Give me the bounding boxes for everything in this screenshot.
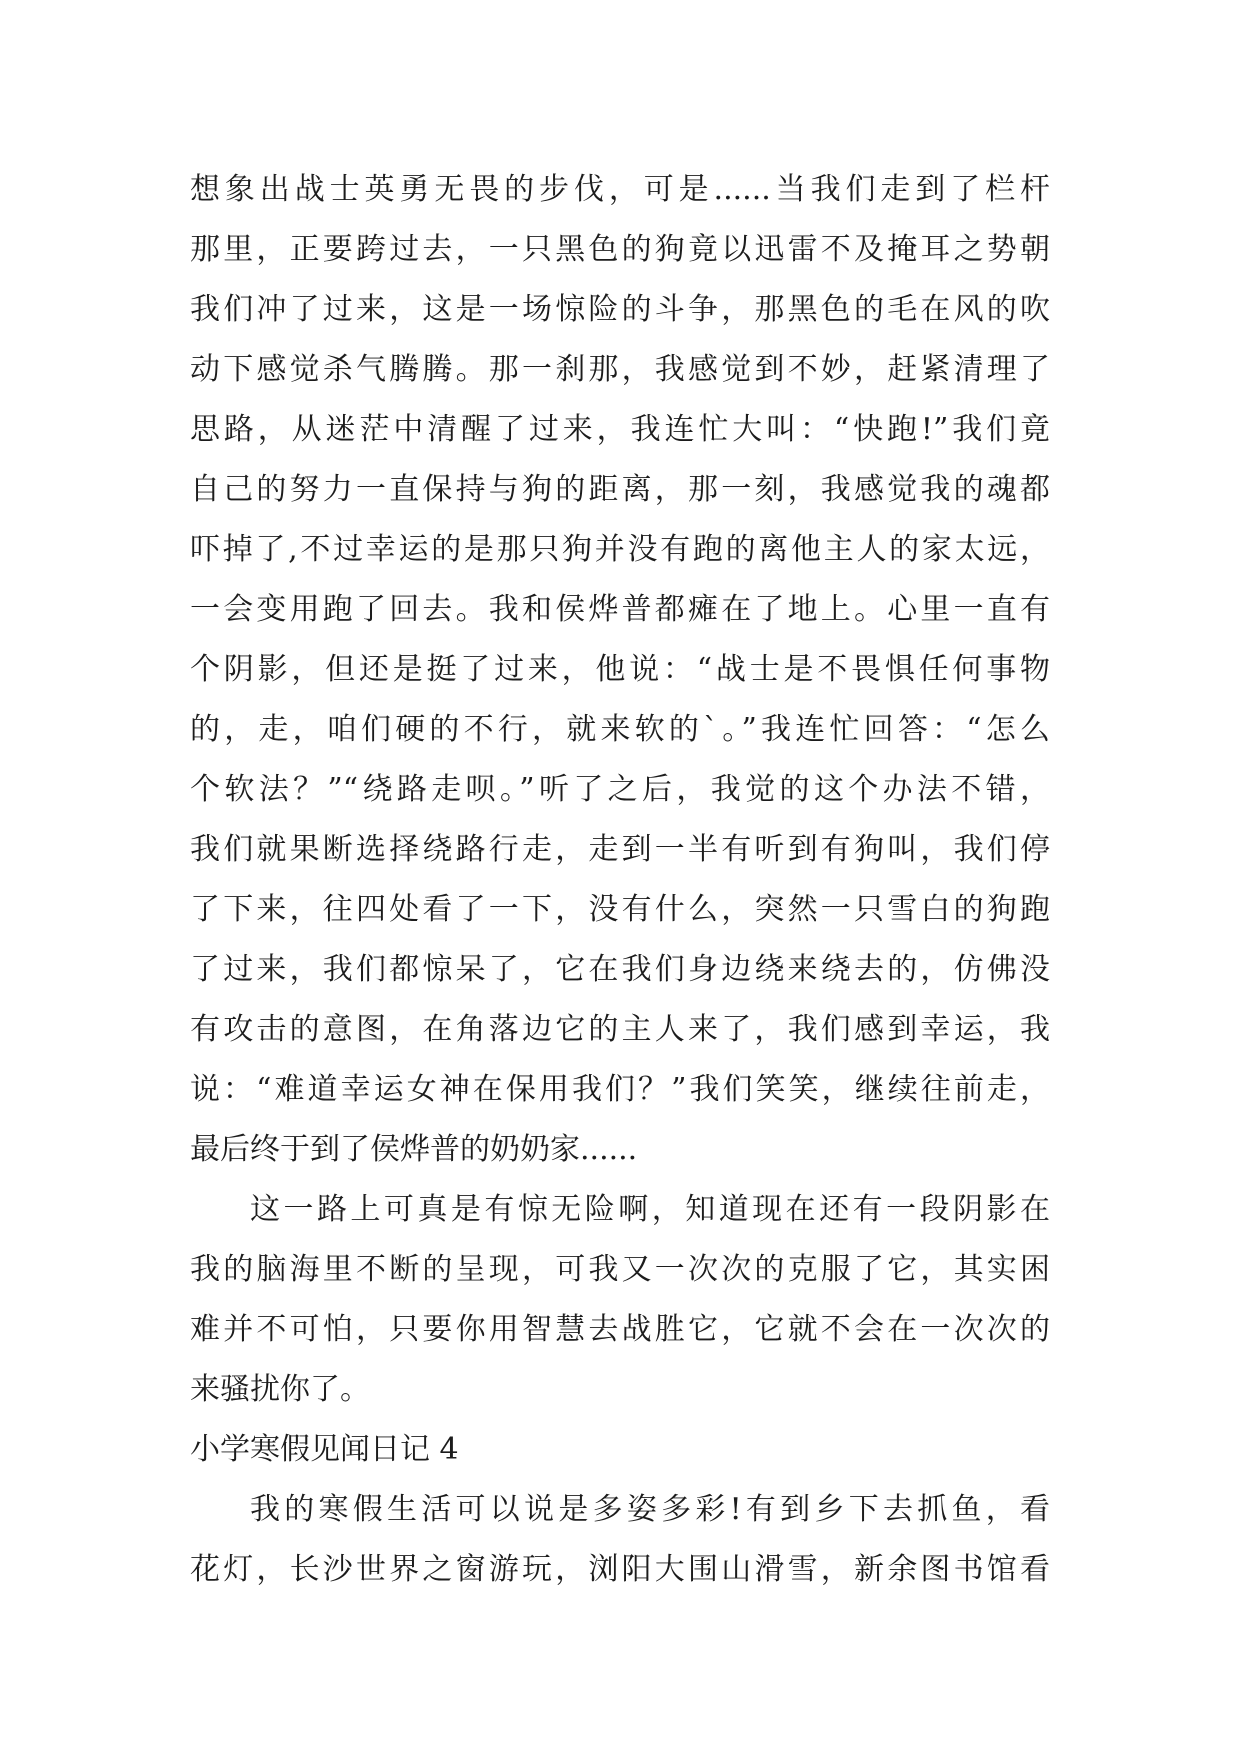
paragraph-2	[190, 1180, 1050, 1420]
text-line: 花灯，长沙世界之窗游玩，浏阳大围山滑雪，新余图书馆看	[190, 1552, 1050, 1587]
text-line: 难并不可怕，只要你用智慧去战胜它，它就不会在一次次的	[190, 1312, 1050, 1347]
text-line: 这一路上可真是有惊无险啊，知道现在还有一段阴影在	[250, 1192, 1050, 1227]
text-line: 了下来，往四处看了一下，没有什么，突然一只雪白的狗跑	[190, 892, 1050, 927]
text-line: 的，走，咱们硬的不行，就来软的`。”我连忙回答：“怎么	[190, 712, 1050, 747]
text-line: 说：“难道幸运女神在保用我们？”我们笑笑，继续往前走，	[190, 1072, 1050, 1107]
text-line: 思路，从迷茫中清醒了过来，我连忙大叫：“快跑!”我们竟	[190, 412, 1050, 447]
document-body	[190, 160, 1050, 1600]
text-line: 我的脑海里不断的呈现，可我又一次次的克服了它，其实困	[190, 1252, 1050, 1287]
text-line: 有攻击的意图，在角落边它的主人来了，我们感到幸运，我	[190, 1012, 1050, 1047]
text-line: 吓掉了,不过幸运的是那只狗并没有跑的离他主人的家太远，	[190, 532, 1050, 567]
paragraph-1	[190, 160, 1050, 1180]
text-line: 那里，正要跨过去，一只黑色的狗竟以迅雷不及掩耳之势朝	[190, 232, 1050, 267]
text-line: 了过来，我们都惊呆了，它在我们身边绕来绕去的，仿佛没	[190, 952, 1050, 987]
text-line: 个软法？”“绕路走呗。”听了之后，我觉的这个办法不错，	[190, 772, 1050, 807]
text-line: 想象出战士英勇无畏的步伐，可是......当我们走到了栏杆	[190, 172, 1050, 207]
text-line: 我的寒假生活可以说是多姿多彩!有到乡下去抓鱼，看	[250, 1492, 1050, 1527]
paragraph-3	[190, 1480, 1050, 1600]
text-line: 我们冲了过来，这是一场惊险的斗争，那黑色的毛在风的吹	[190, 292, 1050, 327]
text-line: 自己的努力一直保持与狗的距离，那一刻，我感觉我的魂都	[190, 472, 1050, 507]
section-heading: 小学寒假见闻日记 4	[190, 1432, 459, 1467]
text-line: 动下感觉杀气腾腾。那一刹那，我感觉到不妙，赶紧清理了	[190, 352, 1050, 387]
text-line: 最后终于到了侯烨普的奶奶家......	[190, 1132, 638, 1167]
text-line: 个阴影，但还是挺了过来，他说：“战士是不畏惧任何事物	[190, 652, 1050, 687]
text-line: 一会变用跑了回去。我和侯烨普都瘫在了地上。心里一直有	[190, 592, 1050, 627]
text-line: 我们就果断选择绕路行走，走到一半有听到有狗叫，我们停	[190, 832, 1050, 867]
text-line: 来骚扰你了。	[190, 1372, 370, 1407]
